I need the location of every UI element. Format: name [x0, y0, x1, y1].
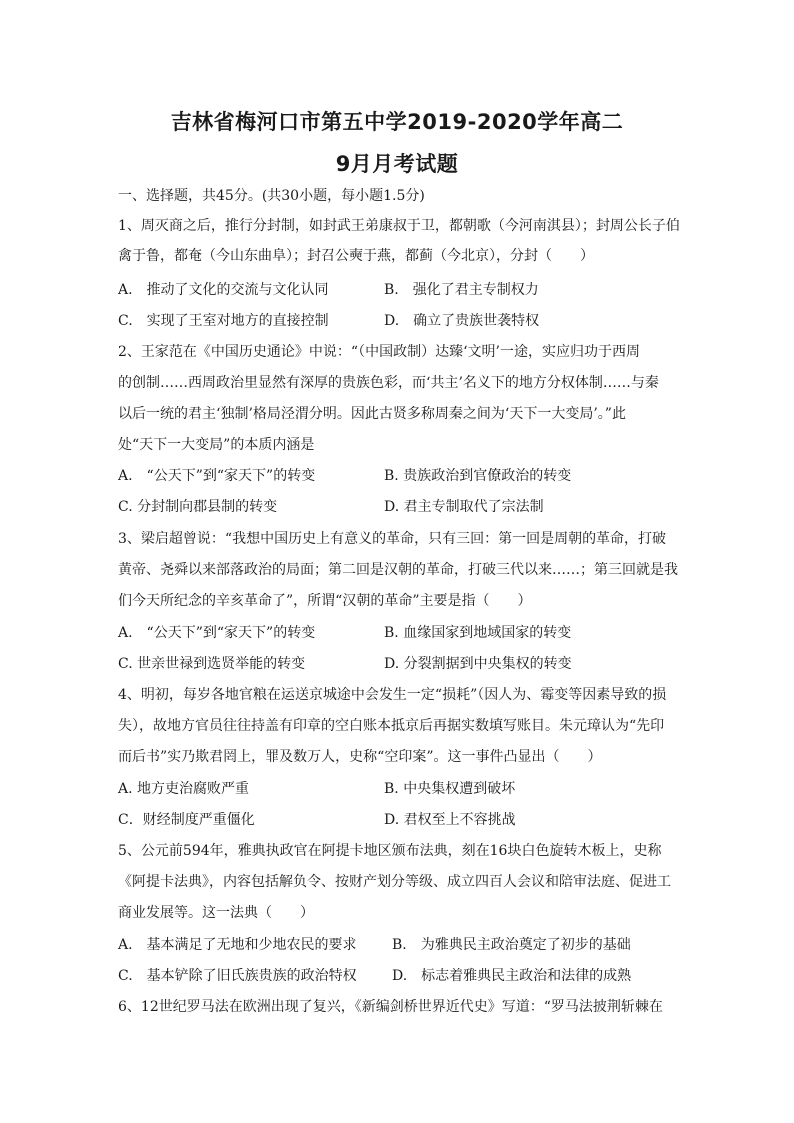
exam-title-line2: 9月月考试题 — [335, 152, 459, 176]
question-4-stem-line-2: 失），故地方官员往往持盖有印章的空白账本抵京后再据实数填写账目。朱元璋认为“先印 — [118, 718, 665, 734]
question-1-option-a: A. 推动了文化的交流与文化认同 — [118, 282, 329, 298]
question-3-stem-line-3: 们今天所纪念的辛亥革命了”，所谓“汉朝的革命”主要是指（ ） — [118, 593, 532, 609]
question-2-stem-line-1: 2、王家范在《中国历史通论》中说：“（中国政制）达臻‘文明’一途，实应归功于西周 — [118, 344, 640, 360]
question-4-option-a: A. 地方吏治腐败严重 — [118, 781, 250, 797]
question-5-option-d: D. 标志着雅典民主政治和法律的成熟 — [392, 968, 632, 984]
question-3-option-c: C. 世亲世禄到选贤举能的转变 — [118, 656, 306, 672]
question-4-option-d: D. 君权至上不容挑战 — [384, 812, 516, 828]
question-3-option-b: B. 血缘国家到地域国家的转变 — [384, 625, 572, 641]
question-2-option-d: D. 君主专制取代了宗法制 — [384, 499, 544, 515]
question-5-option-b: B. 为雅典民主政治奠定了初步的基础 — [392, 937, 631, 953]
question-4-stem-line-1: 4、明初，每岁各地官粮在运送京城途中会发生一定“损耗”（因人为、霉变等因素导致的损 — [118, 687, 667, 703]
question-1-stem-line-1: 1、周灭商之后，推行分封制，如封武王弟康叔于卫，都朝歌（今河南淇县）；封周公长子伯 — [118, 218, 680, 234]
section-heading: 一、选择题，共45分。(共30小题，每小题1.5分) — [118, 188, 425, 204]
question-1-option-b: B. 强化了君主专制权力 — [384, 282, 539, 298]
question-3-stem-line-1: 3、梁启超曾说：“我想中国历史上有意义的革命，只有三回：第一回是周朝的革命，打破 — [118, 531, 667, 547]
question-5-option-a: A. 基本满足了无地和少地农民的要求 — [118, 937, 357, 953]
question-2-option-b: B. 贵族政治到官僚政治的转变 — [384, 468, 572, 484]
exam-title-line1: 吉林省梅河口市第五中学2019-2020学年高二 — [170, 110, 624, 134]
question-2-stem-line-2: 的创制……西周政治里显然有深厚的贵族色彩，而‘共主’名义下的地方分权体制……与秦 — [118, 375, 659, 391]
question-6-stem-line-1: 6、12世纪罗马法在欧洲出现了复兴，《新编剑桥世界近代史》写道：“罗马法披荆斩棘在 — [118, 999, 663, 1015]
question-3-stem-line-2: 黄帝、尧舜以来部落政治的局面；第二回是汉朝的革命，打破三代以来……；第三回就是我 — [118, 562, 678, 578]
question-3-option-a: A. “公天下”到“家天下”的转变 — [118, 625, 316, 641]
question-4-option-b: B. 中央集权遭到破坏 — [384, 781, 516, 797]
question-5-stem-line-3: 商业发展等。这一法典（ ） — [118, 905, 314, 921]
question-5-option-c: C. 基本铲除了旧氏族贵族的政治特权 — [118, 968, 357, 984]
question-4-option-c: C．财经制度严重僵化 — [118, 812, 255, 828]
question-5-stem-line-2: 《阿提卡法典》，内容包括解负令、按财产划分等级、成立四百人会议和陪审法庭、促进工 — [118, 874, 671, 890]
question-2-option-c: C. 分封制向郡县制的转变 — [118, 499, 278, 515]
question-5-stem-line-1: 5、公元前594年，雅典执政官在阿提卡地区颁布法典，刻在16块白色旋转木板上，史称 — [118, 843, 662, 859]
question-2-stem-line-3: 以后一统的君主‘独制’格局泾渭分明。因此古贤多称周秦之间为‘天下一大变局’。”此 — [118, 406, 626, 422]
question-2-stem-line-4: 处“天下一大变局”的本质内涵是 — [118, 437, 315, 453]
question-3-option-d: D. 分裂割据到中央集权的转变 — [384, 656, 572, 672]
question-2-option-a: A. “公天下”到“家天下”的转变 — [118, 468, 316, 484]
question-1-option-d: D. 确立了贵族世袭特权 — [384, 313, 540, 329]
question-4-stem-line-3: 而后书”实乃欺君罔上，罪及数万人，史称“空印案”。这一事件凸显出（ ） — [118, 749, 602, 765]
question-1-option-c: C. 实现了王室对地方的直接控制 — [118, 313, 329, 329]
question-1-stem-line-2: 禽于鲁，都奄（今山东曲阜）；封召公奭于燕，都蓟（今北京），分封（ ） — [118, 248, 594, 264]
